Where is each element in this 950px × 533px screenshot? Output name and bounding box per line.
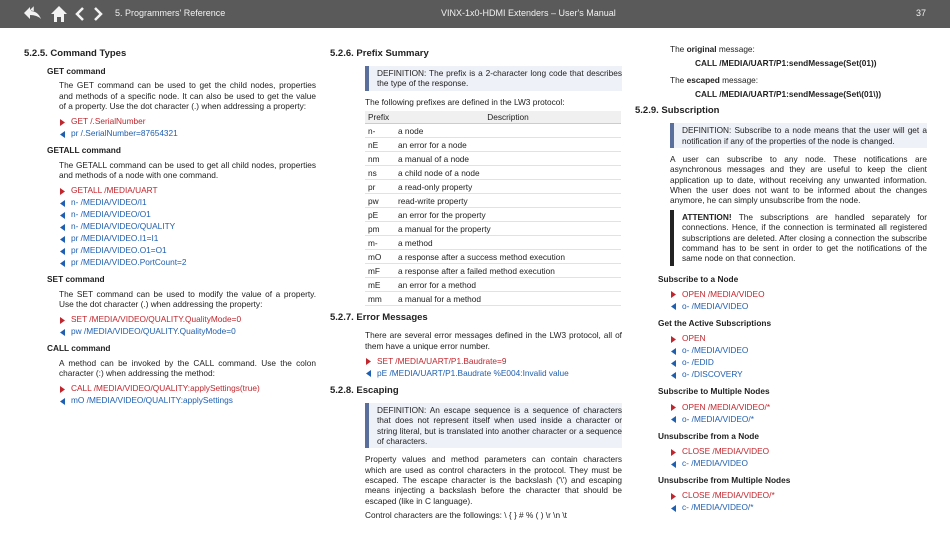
arrow-right-icon <box>59 118 66 125</box>
request-command <box>365 355 622 367</box>
table-row <box>365 222 621 236</box>
definition-box: DEFINITION: The prefix is a 2-character long code that describes the type of the response. <box>365 66 622 91</box>
description-cell: a response after a success method execution <box>395 250 621 264</box>
response-command <box>365 367 622 379</box>
description-cell: a manual for the property <box>395 222 621 236</box>
table-header-description: Description <box>395 111 621 124</box>
arrow-right-icon <box>670 448 677 455</box>
command-text: n- /MEDIA/VIDEO/QUALITY <box>71 221 176 232</box>
response-command <box>59 325 316 337</box>
command-text: pw /MEDIA/VIDEO/QUALITY.QualityMode=0 <box>71 326 236 337</box>
command-text: OPEN <box>682 333 706 344</box>
command-list <box>670 445 927 469</box>
command-text: o- /MEDIA/VIDEO <box>682 300 749 311</box>
command-text: o- /MEDIA/VIDEO <box>682 345 749 356</box>
section-heading: 5.2.7. Error Messages <box>330 312 428 324</box>
arrow-left-icon <box>670 504 677 511</box>
subheading-get: GET command <box>47 65 106 76</box>
command-text: CLOSE /MEDIA/VIDEO/* <box>682 490 775 501</box>
prefix-table-body <box>365 124 621 306</box>
response-command <box>670 457 927 469</box>
prefix-cell: nE <box>365 138 395 152</box>
command-text: o- /EDID <box>682 357 714 368</box>
command-text: c- /MEDIA/VIDEO/* <box>682 502 754 513</box>
table-row <box>365 138 621 152</box>
arrow-right-icon <box>59 316 66 323</box>
definition-box: DEFINITION: An escape sequence is a sequence of characters that does not represent itself when used inside a character or string literal, but is translated into another character or a sequence of characters. <box>365 403 622 448</box>
attention-label: ATTENTION! <box>682 211 732 222</box>
subheading-unsubscribe-multiple: Unsubscribe from Multiple Nodes <box>658 475 791 486</box>
arrow-left-icon <box>365 369 372 376</box>
command-text: o- /DISCOVERY <box>682 369 743 380</box>
response-command <box>59 196 316 208</box>
command-text: pr /.SerialNumber=87654321 <box>71 128 178 139</box>
response-command <box>59 127 316 139</box>
section-title[interactable]: 5. Programmers' Reference <box>115 8 226 18</box>
command-text: SET /MEDIA/VIDEO/QUALITY.QualityMode=0 <box>71 314 242 325</box>
arrow-left-icon <box>670 347 677 354</box>
arrow-right-icon <box>670 492 677 499</box>
escaped-message: CALL /MEDIA/UART/P1:sendMessage(Set\(01\)) <box>695 89 882 100</box>
paragraph-prefix-intro: The following prefixes are defined in the LW3 protocol: <box>365 96 565 107</box>
original-message-label <box>670 44 927 54</box>
definition-box: DEFINITION: Subscribe to a node means that the user will get a notification if any of the properties of the node is changed. <box>670 123 927 148</box>
command-list <box>670 288 927 312</box>
description-cell: a response after a failed method execution <box>395 264 621 278</box>
label-text: message: <box>716 44 755 54</box>
top-bar <box>0 0 950 28</box>
prefix-cell: m- <box>365 236 395 250</box>
table-row <box>365 278 621 292</box>
response-command <box>670 501 927 513</box>
command-text: OPEN /MEDIA/VIDEO <box>682 288 765 299</box>
label-text: The <box>670 74 687 85</box>
command-text: CLOSE /MEDIA/VIDEO <box>682 445 770 456</box>
subheading-active-subscriptions: Get the Active Subscriptions <box>658 317 772 328</box>
label-text: The <box>670 44 687 54</box>
command-text: pr /MEDIA/VIDEO.PortCount=2 <box>71 257 187 268</box>
command-list <box>670 332 927 380</box>
arrow-right-icon <box>365 357 372 364</box>
command-text: OPEN /MEDIA/VIDEO/* <box>682 401 771 412</box>
table-row <box>365 292 621 306</box>
command-list <box>59 115 316 139</box>
response-command <box>59 232 316 244</box>
response-command <box>670 356 927 368</box>
arrow-right-icon <box>670 335 677 342</box>
command-text: pE /MEDIA/UART/P1.Baudrate %E004:Invalid value <box>377 367 569 378</box>
table-row <box>365 166 621 180</box>
subheading-unsubscribe-node: Unsubscribe from a Node <box>658 430 759 441</box>
request-command <box>59 184 316 196</box>
arrow-left-icon <box>670 415 677 422</box>
home-icon[interactable] <box>50 5 68 23</box>
command-text: CALL /MEDIA/VIDEO/QUALITY:applySettings(true) <box>71 383 260 394</box>
subheading-getall: GETALL command <box>47 145 121 156</box>
nav-icons <box>22 5 104 23</box>
table-row <box>365 208 621 222</box>
original-message: CALL /MEDIA/UART/P1:sendMessage(Set(01)) <box>695 58 877 69</box>
description-cell: a read-only property <box>395 180 621 194</box>
table-row <box>365 194 621 208</box>
command-text: o- /MEDIA/VIDEO/* <box>682 413 754 424</box>
command-list <box>59 313 316 337</box>
command-text: pr /MEDIA/VIDEO.O1=O1 <box>71 245 167 256</box>
response-command <box>670 300 927 312</box>
description-cell: a manual for a method <box>395 292 621 306</box>
table-row <box>365 152 621 166</box>
table-row <box>365 124 621 138</box>
label-bold: escaped <box>686 74 720 85</box>
request-command <box>670 489 927 501</box>
response-command <box>59 220 316 232</box>
command-text: GET /.SerialNumber <box>71 116 146 127</box>
response-command <box>670 413 927 425</box>
arrow-left-icon <box>59 235 66 242</box>
column-prefix-errors-escaping <box>330 44 622 524</box>
paragraph-control-chars: Control characters are the followings: \ { } # % ( ) \r \n \t <box>365 510 567 521</box>
command-text: mO /MEDIA/VIDEO/QUALITY:applySettings <box>71 395 233 406</box>
table-header-prefix: Prefix <box>365 111 395 124</box>
arrow-left-icon <box>59 397 66 404</box>
request-command <box>670 332 927 344</box>
prefix-table <box>365 111 621 306</box>
description-cell: an error for the property <box>395 208 621 222</box>
arrow-left-icon <box>59 199 66 206</box>
section-heading: 5.2.8. Escaping <box>330 384 399 396</box>
prefix-cell: pE <box>365 208 395 222</box>
paragraph-call: A method can be invoked by the CALL command. Use the colon character (:) when addressing the method: <box>59 357 316 379</box>
paragraph-get: The GET command can be used to get the child nodes, properties and methods of a specific node. It can also be used to get the value of a property. Use the dot character (.) when addressing a property: <box>59 80 316 111</box>
section-heading: 5.2.5. Command Types <box>24 48 127 59</box>
request-command <box>670 288 927 300</box>
prefix-cell: mF <box>365 264 395 278</box>
paragraph-escaping: Property values and method parameters can contain characters which are used as control characters in the protocol. They must be escaped. The escape character is the backslash ('\') and escaping means injecting a backslash before the character that should be escaped (like in C language). <box>365 454 622 506</box>
arrow-left-icon <box>59 223 66 230</box>
prefix-cell: n- <box>365 124 395 138</box>
back-return-icon[interactable] <box>22 5 44 23</box>
chevron-right-icon[interactable] <box>92 5 104 23</box>
subheading-call: CALL command <box>47 343 111 354</box>
table-row <box>365 236 621 250</box>
command-text: c- /MEDIA/VIDEO <box>682 457 748 468</box>
description-cell: an error for a node <box>395 138 621 152</box>
prefix-cell: mm <box>365 292 395 306</box>
document-title: VINX-1x0-HDMI Extenders – User's Manual <box>441 8 616 18</box>
arrow-left-icon <box>59 130 66 137</box>
description-cell: a method <box>395 236 621 250</box>
command-text: n- /MEDIA/VIDEO/I1 <box>71 197 147 208</box>
response-command <box>59 256 316 268</box>
arrow-left-icon <box>59 247 66 254</box>
arrow-left-icon <box>59 211 66 218</box>
arrow-left-icon <box>59 259 66 266</box>
description-cell: a child node of a node <box>395 166 621 180</box>
request-command <box>670 445 927 457</box>
command-list <box>59 184 316 268</box>
paragraph-errors: There are several error messages defined in the LW3 protocol, all of them have a unique error number. <box>365 330 622 351</box>
column-command-types <box>24 44 316 413</box>
arrow-left-icon <box>670 371 677 378</box>
table-row <box>365 180 621 194</box>
arrow-left-icon <box>670 460 677 467</box>
command-text: n- /MEDIA/VIDEO/O1 <box>71 209 151 220</box>
prefix-cell: ns <box>365 166 395 180</box>
command-list <box>670 401 927 425</box>
paragraph-getall: The GETALL command can be used to get all child nodes, properties and methods of a node with one command. <box>59 159 316 181</box>
attention-text: The subscriptions are handled separately for connections. Hence, if the connection is terminated all registered subscriptions are deleted. After closing a connection the subscribe command has to be sent in order to get the notifications of the same node on that connection. <box>682 211 927 264</box>
response-command <box>670 344 927 356</box>
table-row <box>365 250 621 264</box>
arrow-right-icon <box>670 290 677 297</box>
prefix-cell: pw <box>365 194 395 208</box>
request-command <box>59 383 316 395</box>
section-heading: 5.2.6. Prefix Summary <box>330 48 429 59</box>
label-text: message: <box>719 74 759 85</box>
subheading-subscribe-node: Subscribe to a Node <box>658 273 739 284</box>
chevron-left-icon[interactable] <box>74 5 86 23</box>
prefix-cell: mE <box>365 278 395 292</box>
arrow-right-icon <box>670 403 677 410</box>
description-cell: a manual of a node <box>395 152 621 166</box>
response-command <box>670 368 927 380</box>
attention-box <box>670 210 927 266</box>
paragraph-subscription: A user can subscribe to any node. These notifications are asynchronous messages and they are useful to keep the client application up to date, without receiving any unwanted information. When the user does not want to be informed about the changes anymore, he can simply unsubscribe from the node. <box>670 154 927 206</box>
description-cell: a node <box>395 124 621 138</box>
request-command <box>670 401 927 413</box>
arrow-left-icon <box>59 328 66 335</box>
prefix-cell: pr <box>365 180 395 194</box>
escaped-message-label <box>670 75 927 85</box>
table-row <box>365 264 621 278</box>
response-command <box>59 395 316 407</box>
arrow-left-icon <box>670 302 677 309</box>
column-subscription <box>635 44 927 519</box>
command-list <box>365 355 622 379</box>
response-command <box>59 208 316 220</box>
arrow-left-icon <box>670 359 677 366</box>
page-number: 37 <box>916 8 927 18</box>
command-text: SET /MEDIA/UART/P1.Baudrate=9 <box>377 355 507 366</box>
subheading-subscribe-multiple: Subscribe to Multiple Nodes <box>658 386 770 397</box>
request-command <box>59 313 316 325</box>
command-list <box>670 489 927 513</box>
label-bold: original <box>686 44 717 54</box>
response-command <box>59 244 316 256</box>
command-text: pr /MEDIA/VIDEO.I1=I1 <box>71 233 159 244</box>
command-list <box>59 383 316 407</box>
arrow-right-icon <box>59 187 66 194</box>
prefix-cell: nm <box>365 152 395 166</box>
section-heading: 5.2.9. Subscription <box>635 105 720 117</box>
prefix-cell: pm <box>365 222 395 236</box>
command-text: GETALL /MEDIA/UART <box>71 185 158 196</box>
subheading-set: SET command <box>47 274 105 285</box>
arrow-right-icon <box>59 385 66 392</box>
paragraph-set: The SET command can be used to modify the value of a property. Use the dot character (.) when addressing the property: <box>59 288 316 310</box>
description-cell: an error for a method <box>395 278 621 292</box>
prefix-cell: mO <box>365 250 395 264</box>
description-cell: read-write property <box>395 194 621 208</box>
request-command <box>59 115 316 127</box>
